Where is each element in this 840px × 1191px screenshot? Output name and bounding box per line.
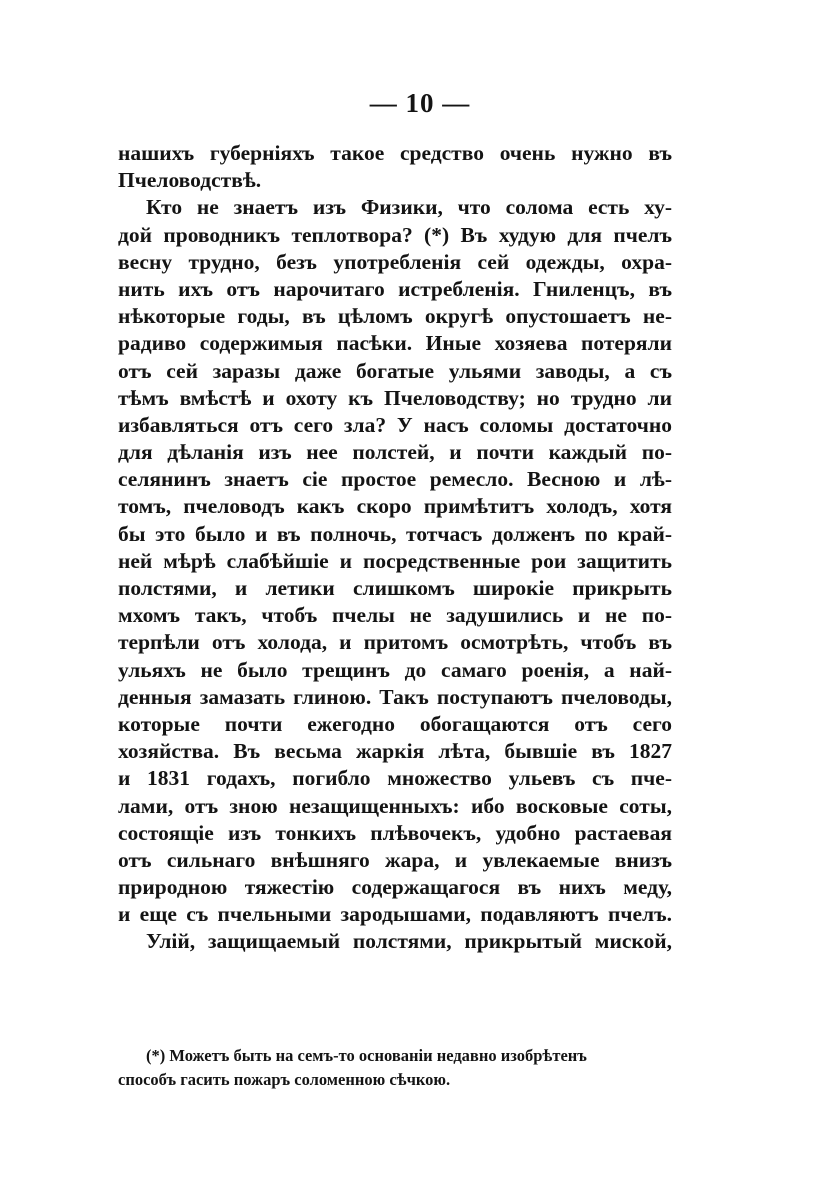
text-line: Пчеловодствѣ. [118,168,262,193]
text-line: радиво содержимыя пасѣки. Иные хозяева потеряли [118,331,672,356]
text-line: нить ихъ отъ нарочитаго истребленія. Гниленцъ, въ [118,276,672,301]
text-line: и 1831 годахъ, погибло множество ульевъ съ пче- [118,766,672,791]
text-line: томъ, пчеловодъ какъ скоро примѣтитъ холодъ, хотя [118,494,672,519]
text-line: для дѣланія изъ нее полстей, и почти каждый по- [118,440,672,465]
text-line: которые почти ежегодно обогащаются отъ сего [118,711,672,736]
footnote [118,1044,672,1092]
text-line: дой проводникъ теплотвора? (*) Въ худую для пчелъ [118,222,672,247]
text-line: денныя замазать глиною. Такъ поступаютъ пчеловоды, [118,684,672,709]
text-line: отъ сильнаго внѣшняго жара, и увлекаемые внизъ [118,847,672,872]
text-line: нашихъ губерніяхъ такое средство очень нужно въ [118,141,672,165]
main-text [118,140,672,956]
footnote-line: (*) Можетъ быть на семъ-то основаніи недавно изобрѣтенъ [146,1046,587,1065]
text-line: терпѣли отъ холода, и притомъ осмотрѣть, чтобъ въ [118,630,672,655]
text-line: избавляться отъ сего зла? У насъ соломы достаточно [118,412,672,437]
footnote-line: способъ гасить пожаръ соломенною сѣчкою. [118,1070,451,1089]
text-line: Улій, защищаемый полстями, прикрытый миской, [146,929,672,954]
text-line: лами, отъ зною незащищенныхъ: ибо восковые соты, [118,793,672,818]
text-line: ней мѣрѣ слабѣйшіе и посредственные рои защитить [118,548,672,573]
text-line: тѣмъ вмѣстѣ и охоту къ Пчеловодству; но трудно ли [118,385,672,410]
text-line: мхомъ такъ, чтобъ пчелы не задушились и не по- [118,603,672,628]
text-line: Кто не знаетъ изъ Физики, что солома есть ху- [146,195,672,220]
text-line: отъ сей заразы даже богатые ульями заводы, а съ [118,358,672,383]
text-line: природною тяжестію содержащагося въ нихъ меду, [118,875,672,900]
text-line: нѣкоторые годы, въ цѣломъ округѣ опустошаетъ не- [118,304,672,329]
text-line: селянинъ знаетъ сіе простое ремесло. Весною и лѣ- [118,467,672,492]
text-line: бы это было и въ полночь, тотчасъ долженъ по край- [118,521,672,546]
text-line: ульяхъ не было трещинъ до самаго роенія, а най- [118,657,672,682]
text-line: весну трудно, безъ употребленія сей одежды, охра- [118,249,672,274]
text-line: и еще съ пчельными зародышами, подавляютъ пчелъ. [118,902,672,927]
text-line: полстями, и летики слишкомъ широкіе прикрыть [118,576,672,600]
page-number: — 10 — [369,88,471,118]
text-line: состоящіе изъ тонкихъ плѣвочекъ, удобно растаевая [118,820,672,845]
text-line: хозяйства. Въ весьма жаркія лѣта, бывшіе въ 1827 [118,739,672,764]
